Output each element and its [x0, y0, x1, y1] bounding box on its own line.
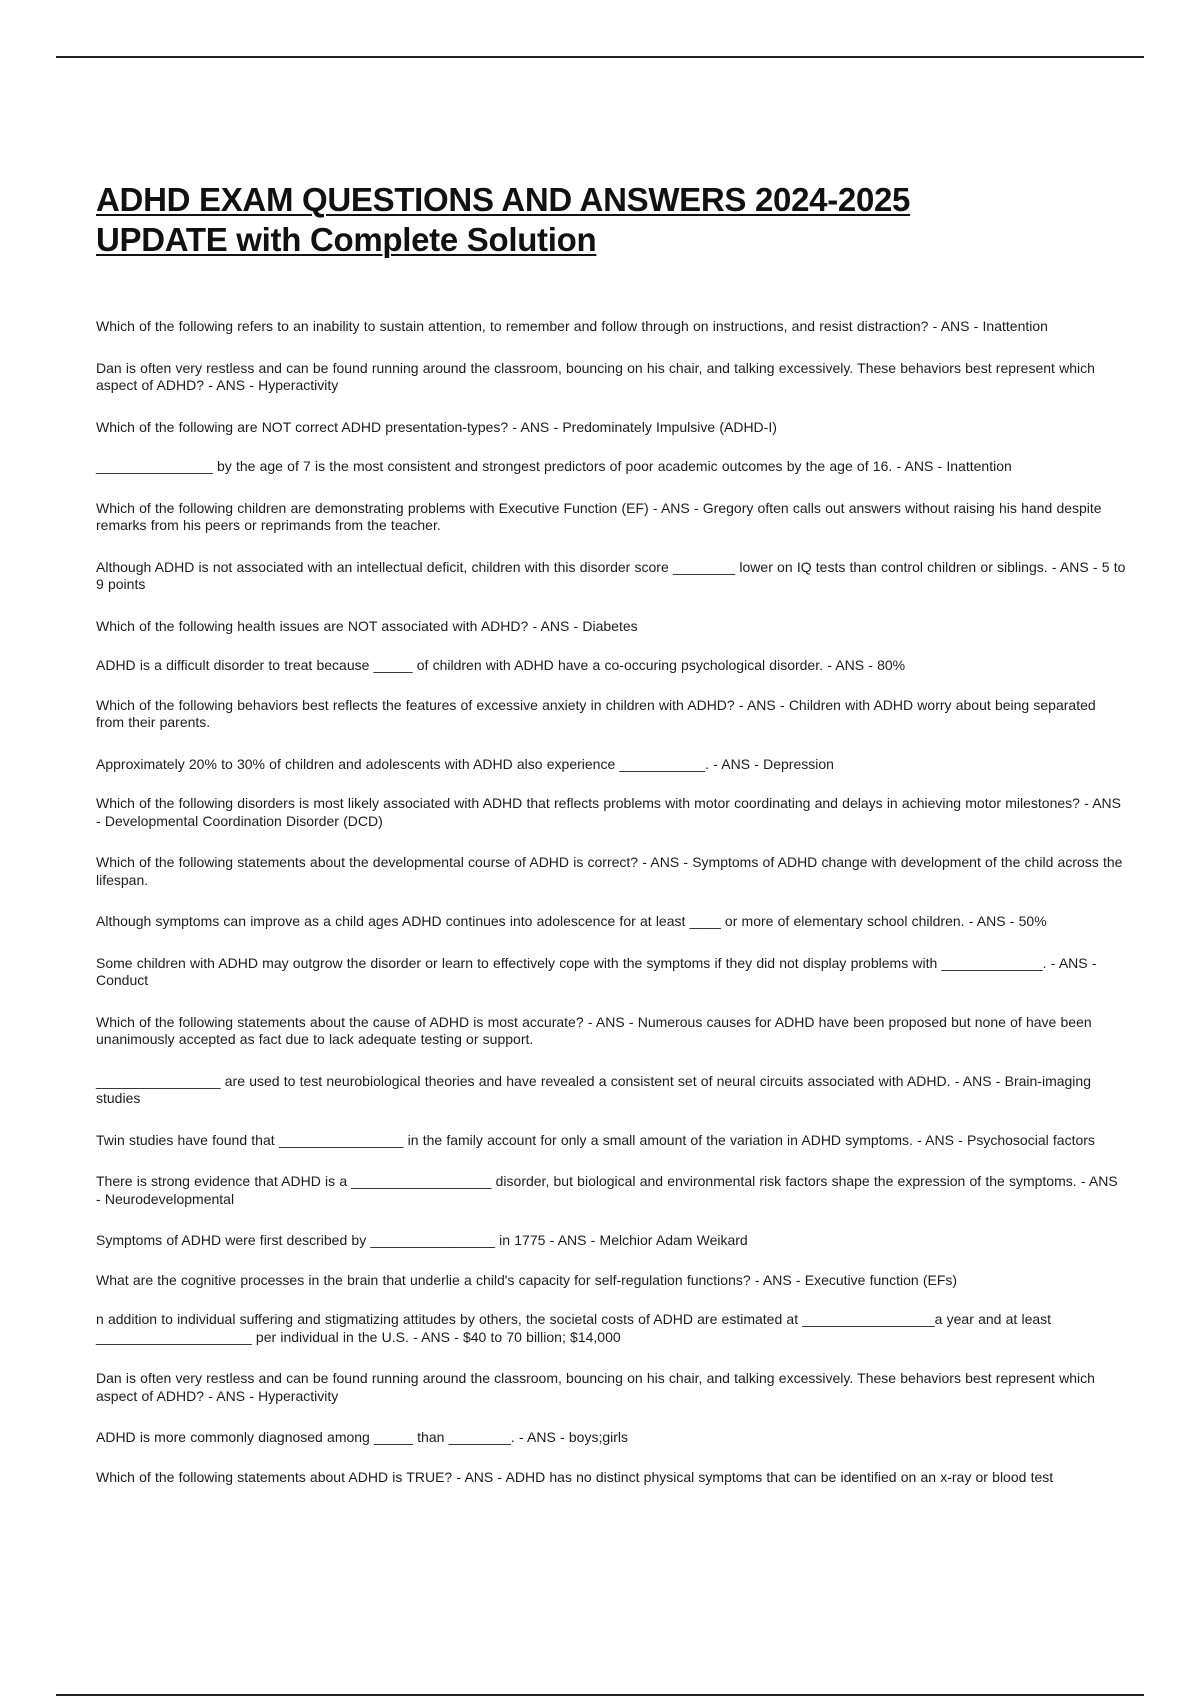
answer-separator: - ANS - [750, 1271, 805, 1288]
question-text: ADHD is a difficult disorder to treat because _____ of children with ADHD have a co-occuring psychological disorder. [96, 657, 823, 673]
question-text: Twin studies have found that ________________ in the family account for only a small amount of the variation in ADHD symptoms. [96, 1131, 913, 1148]
answer-separator: - ANS - [964, 913, 1019, 929]
answer-separator: - ANS - [648, 499, 703, 516]
answer-text: Brain-imaging studies [96, 1072, 1091, 1106]
answer-text: Numerous causes for ADHD have been proposed but none of have been unanimously accepted as fact due to lack adequate testing or support. [96, 1013, 1092, 1047]
answer-text: Developmental Coordination Disorder (DCD) [104, 812, 383, 829]
question-text: Symptoms of ADHD were first described by ________________ in 1775 [96, 1232, 546, 1248]
title-line-2: UPDATE with Complete Solution [96, 221, 597, 258]
question-text: Although ADHD is not associated with an intellectual deficit, children with this disorder score ________ lower on IQ tests than control children or siblings. [96, 558, 1048, 575]
question-text: Which of the following disorders is most likely associated with ADHD that reflects problems with motor coordinating and delays in achieving motor milestones? [96, 795, 1080, 811]
answer-separator: - ANS - [928, 318, 983, 334]
answer-text: Executive function (EFs) [804, 1271, 958, 1288]
answer-separator: - ANS - [1047, 558, 1102, 575]
question-text: Which of the following statements about the cause of ADHD is most accurate? [96, 1013, 584, 1030]
qa-item [96, 419, 1126, 437]
answer-separator: - ANS - [204, 377, 259, 393]
answer-separator: - ANS - [96, 1173, 1118, 1207]
answer-text: 80% [877, 657, 906, 673]
question-text: Some children with ADHD may outgrow the disorder or learn to effectively cope with the symptoms if they did not display problems with _____________. [96, 954, 1047, 971]
qa-list [96, 318, 1126, 1510]
answer-text: Psychosocial factors [967, 1131, 1095, 1148]
qa-item [96, 1073, 1126, 1108]
qa-item [96, 1429, 1126, 1447]
answer-separator: - ANS - [950, 1072, 1005, 1089]
answer-separator: - ANS - [892, 458, 947, 474]
question-text: ADHD is more commonly diagnosed among _____ than ________. [96, 1429, 515, 1445]
answer-text: Inattention [946, 458, 1012, 474]
answer-text: Hyperactivity [258, 377, 339, 393]
answer-text: Children with ADHD worry about being separated from their parents. [96, 696, 1096, 730]
qa-item [96, 854, 1126, 889]
qa-item [96, 1272, 1126, 1290]
qa-item [96, 913, 1126, 931]
answer-text: ADHD has no distinct physical symptoms that can be identified on an x-ray or blood test [505, 1468, 1054, 1485]
question-text: Which of the following health issues are NOT associated with ADHD? [96, 617, 529, 634]
qa-item [96, 1469, 1126, 1487]
answer-separator: - ANS - [408, 1328, 463, 1345]
answer-text: 50% [1018, 913, 1047, 929]
qa-item [96, 360, 1126, 395]
answer-text: Depression [763, 755, 834, 772]
document-title [96, 180, 1106, 260]
answer-separator: - ANS - [204, 1387, 259, 1404]
qa-item [96, 1370, 1126, 1405]
question-text: _______________ by the age of 7 is the most consistent and strongest predictors of poor academic outcomes by the age of 16. [96, 458, 893, 474]
answer-separator: - ANS - [638, 854, 693, 870]
question-text: What are the cognitive processes in the brain that underlie a child's capacity for self-regulation functions? [96, 1271, 751, 1288]
answer-text: Hyperactivity [258, 1387, 339, 1404]
answer-separator: - ANS - [1046, 954, 1097, 971]
answer-text: boys;girls [568, 1429, 629, 1445]
qa-item [96, 458, 1126, 476]
question-text: Which of the following are NOT correct ADHD presentation-types? [96, 418, 509, 435]
answer-separator: - ANS - [912, 1131, 968, 1148]
question-text: Which of the following behaviors best reflects the features of excessive anxiety in children with ADHD? [96, 696, 735, 713]
answer-separator: - ANS - [734, 696, 789, 713]
qa-item [96, 955, 1126, 990]
question-text: Which of the following statements about the developmental course of ADHD is correct? [96, 854, 639, 870]
qa-item [96, 618, 1126, 636]
answer-text: Predominately Impulsive (ADHD-I) [562, 418, 777, 435]
qa-item [96, 1132, 1126, 1150]
answer-text: Diabetes [582, 617, 638, 634]
qa-item [96, 657, 1126, 675]
qa-item [96, 1232, 1126, 1250]
answer-text: Gregory often calls out answers without raising his hand despite remarks from his peers or reprimands from the teacher. [96, 499, 1102, 533]
qa-item [96, 795, 1126, 830]
qa-item [96, 1173, 1126, 1208]
footer-rule [56, 1694, 1144, 1696]
question-text: Although symptoms can improve as a child ages ADHD continues into adolescence for at least ____ or more of elementary school children. [96, 913, 965, 929]
answer-separator: - ANS - [514, 1429, 569, 1445]
answer-separator: - ANS - [96, 795, 1121, 829]
answer-separator: - ANS - [452, 1468, 506, 1485]
header-rule [56, 56, 1144, 58]
qa-item [96, 500, 1126, 535]
qa-item [96, 1014, 1126, 1049]
answer-separator: - ANS - [508, 418, 563, 435]
answer-text: Symptoms of ADHD change with development of the child across the lifespan. [96, 854, 1123, 888]
answer-text: Inattention [982, 318, 1048, 334]
question-text: Which of the following refers to an inability to sustain attention, to remember and follow through on instructions, and resist distraction? [96, 318, 929, 334]
question-text: There is strong evidence that ADHD is a __________________ disorder, but biological and environmental risk factors shape the expression of the symptoms. [96, 1173, 1077, 1189]
question-text: Dan is often very restless and can be found running around the classroom, bouncing on his chair, and talking excessively. These behaviors best represent which aspect of ADHD? [96, 1370, 1095, 1404]
question-text: Approximately 20% to 30% of children and adolescents with ADHD also experience ___________. [96, 755, 709, 772]
question-text: n addition to individual suffering and stigmatizing attitudes by others, the societal costs of ADHD are estimated at _________________a year and at least ____________________ per individual in the U.S. [96, 1311, 1052, 1345]
question-text: Which of the following statements about ADHD is TRUE? [96, 1468, 453, 1485]
title-line-1: ADHD EXAM QUESTIONS AND ANSWERS 2024-2025 [96, 181, 911, 218]
question-text: Which of the following children are demonstrating problems with Executive Function (EF) [96, 499, 649, 516]
question-text: Dan is often very restless and can be found running around the classroom, bouncing on his chair, and talking excessively. These behaviors best represent which aspect of ADHD? [96, 359, 1095, 393]
answer-separator: - ANS - [823, 657, 878, 673]
answer-separator: - ANS - [708, 755, 764, 772]
answer-separator: - ANS - [583, 1013, 638, 1030]
qa-item [96, 756, 1126, 774]
qa-item [96, 559, 1126, 594]
question-text: ________________ are used to test neurobiological theories and have revealed a consistent set of neural circuits associated with ADHD. [96, 1072, 951, 1089]
answer-text: Neurodevelopmental [104, 1190, 235, 1207]
answer-separator: - ANS - [528, 617, 583, 634]
answer-text: Conduct [96, 972, 149, 988]
answer-text: 5 to 9 points [96, 558, 1126, 592]
qa-item [96, 697, 1126, 732]
answer-text: Melchior Adam Weikard [599, 1232, 748, 1248]
answer-text: $40 to 70 billion; $14,000 [462, 1328, 621, 1345]
qa-item [96, 1311, 1126, 1346]
qa-item [96, 318, 1126, 336]
answer-separator: - ANS - [545, 1232, 600, 1248]
